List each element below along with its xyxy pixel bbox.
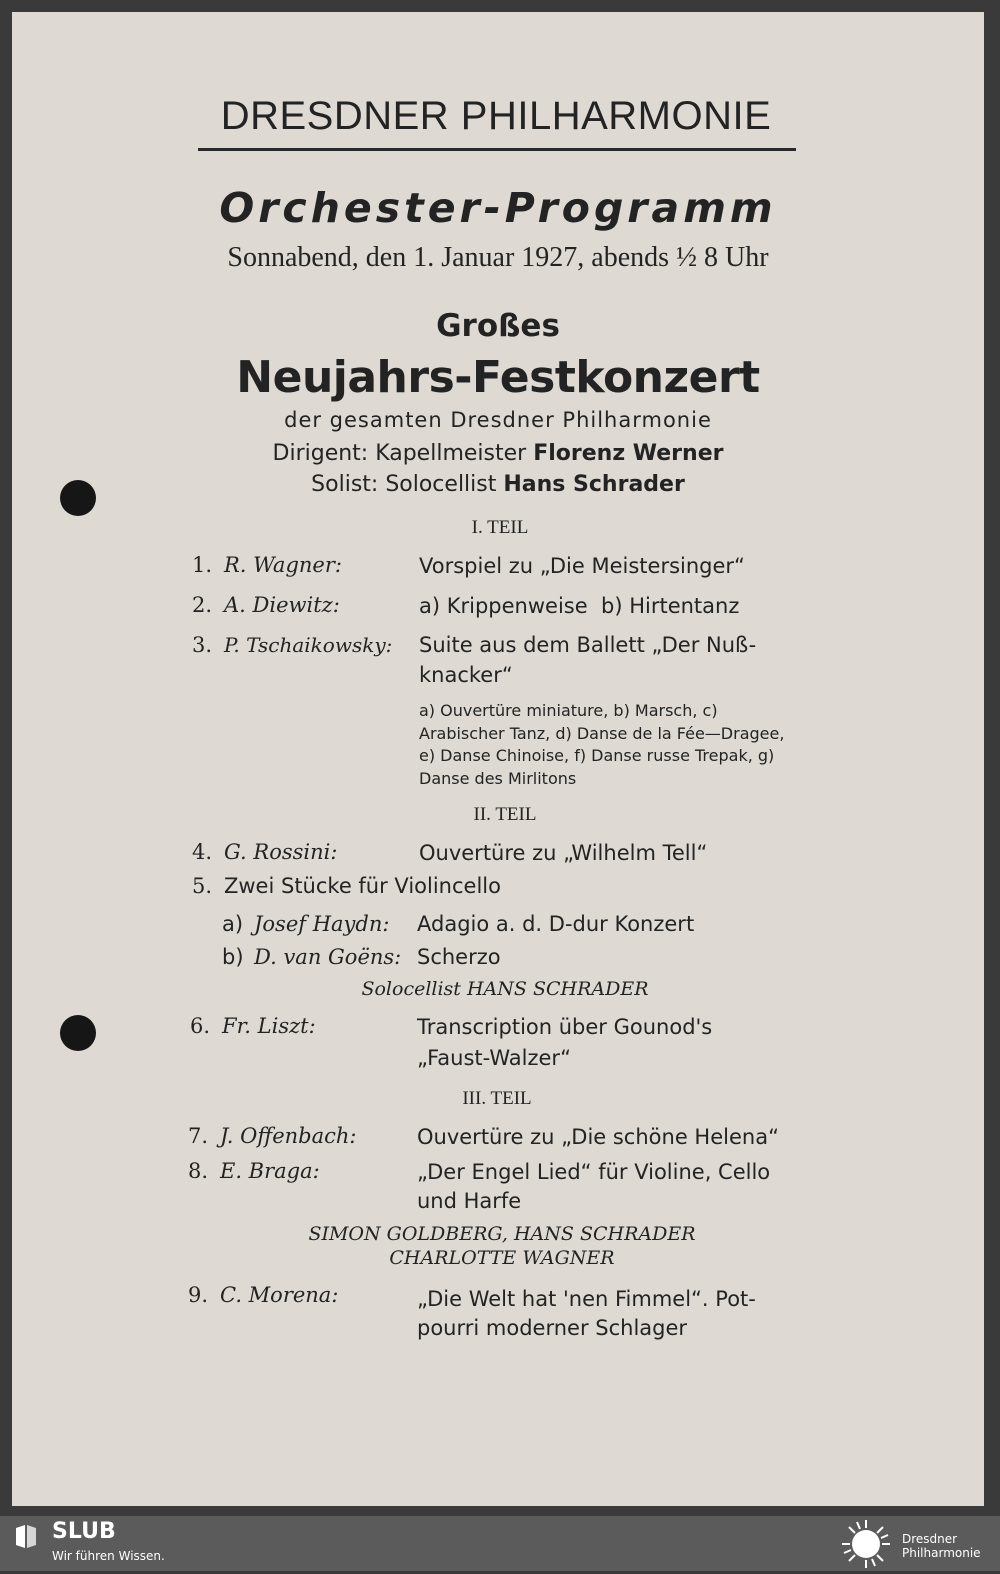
item-number: 7. <box>188 1124 209 1148</box>
conductor-line <box>12 441 984 466</box>
slub-logo-icon[interactable] <box>14 1524 38 1550</box>
concert-pre-title: Großes <box>436 308 560 344</box>
part-heading: III. TEIL <box>462 1088 532 1109</box>
slub-name[interactable]: SLUB <box>52 1519 116 1544</box>
part-heading: II. TEIL <box>473 804 537 825</box>
work-title: „Der Engel Lied“ für Violine, Cello <box>417 1160 771 1184</box>
work-title: Ouvertüre zu „Die schöne Helena“ <box>417 1125 779 1149</box>
composer: R. Wagner: <box>224 553 342 577</box>
work-title: Adagio a. d. D-dur Konzert <box>417 912 695 936</box>
dp-line1: Dresdner <box>902 1532 958 1546</box>
item-number: 9. <box>188 1283 209 1307</box>
work-title: Suite aus dem Ballett „Der Nuß- <box>419 633 757 657</box>
concert-subtitle: der gesamten Dresdner Philharmonie <box>284 408 712 432</box>
work-title-cont: knacker“ <box>419 663 513 687</box>
item-number: 6. <box>190 1014 211 1038</box>
work-title: Vorspiel zu „Die Meistersinger“ <box>419 554 745 578</box>
dp-line2: Philharmonie <box>902 1546 981 1560</box>
work-title: Zwei Stücke für Violincello <box>224 874 501 898</box>
dresdner-philharmonie-wordmark[interactable] <box>902 1532 981 1560</box>
performer-credit: CHARLOTTE WAGNER <box>389 1247 615 1269</box>
punch-hole <box>60 1015 96 1051</box>
dresdner-philharmonie-logo-icon[interactable] <box>840 1518 892 1570</box>
conductor-label: Dirigent: Kapellmeister <box>272 441 527 466</box>
composer: Josef Haydn: <box>254 912 390 936</box>
soloist-line <box>12 472 984 497</box>
work-title: Scherzo <box>417 945 501 969</box>
work-title-cont: pourri moderner Schlager <box>417 1316 688 1340</box>
item-number: 3. <box>192 633 213 657</box>
composer: J. Offenbach: <box>220 1124 357 1148</box>
program-sheet <box>12 12 984 1506</box>
part-heading: I. TEIL <box>471 517 529 538</box>
sub-item-label: a) <box>222 912 244 936</box>
work-title: Ouvertüre zu „Wilhelm Tell“ <box>419 841 708 865</box>
composer: D. van Goëns: <box>254 945 402 969</box>
performer-credit: Solocellist HANS SCHRADER <box>361 978 649 1000</box>
work-movements: a) Ouvertüre miniature, b) Marsch, c) Arabischer Tanz, d) Danse de la Fée—Dragee, e) Danse Chinoise, f) Danse russe Trepak, g) Danse des Mirlitons <box>419 701 785 788</box>
work-title: a) Krippenweise b) Hirtentanz <box>419 594 740 618</box>
composer: C. Morena: <box>220 1283 339 1307</box>
concert-title: Neujahrs-Festkonzert <box>236 352 760 403</box>
item-number: 5. <box>192 874 213 898</box>
footer-bar <box>0 1516 1000 1571</box>
concert-date: Sonnabend, den 1. Januar 1927, abends ½ 8 Uhr <box>227 242 769 273</box>
work-title-cont: und Harfe <box>417 1189 522 1213</box>
soloist-label: Solist: Solocellist <box>311 472 497 497</box>
composer: Fr. Liszt: <box>222 1014 316 1038</box>
composer: P. Tschaikowsky: <box>224 633 393 657</box>
work-title-cont: „Faust-Walzer“ <box>417 1046 571 1070</box>
program-title: Orchester-Programm <box>219 184 777 232</box>
slub-tagline: Wir führen Wissen. <box>52 1549 165 1563</box>
item-number: 2. <box>192 593 213 617</box>
soloist-name: Hans Schrader <box>503 472 685 497</box>
work-title: „Die Welt hat 'nen Fimmel“. Pot- <box>417 1287 756 1311</box>
header-rule <box>198 148 796 151</box>
item-number: 4. <box>192 840 213 864</box>
sub-item-label: b) <box>222 945 244 969</box>
orchestra-name: DRESDNER PHILHARMONIE <box>220 94 772 138</box>
item-number: 8. <box>188 1159 209 1183</box>
performer-credit: SIMON GOLDBERG, HANS SCHRADER <box>308 1223 696 1245</box>
item-number: 1. <box>192 553 213 577</box>
work-title: Transcription über Gounod's <box>417 1015 713 1039</box>
composer: G. Rossini: <box>224 840 338 864</box>
composer: E. Braga: <box>220 1159 320 1183</box>
composer: A. Diewitz: <box>224 593 340 617</box>
conductor-name: Florenz Werner <box>533 441 724 466</box>
